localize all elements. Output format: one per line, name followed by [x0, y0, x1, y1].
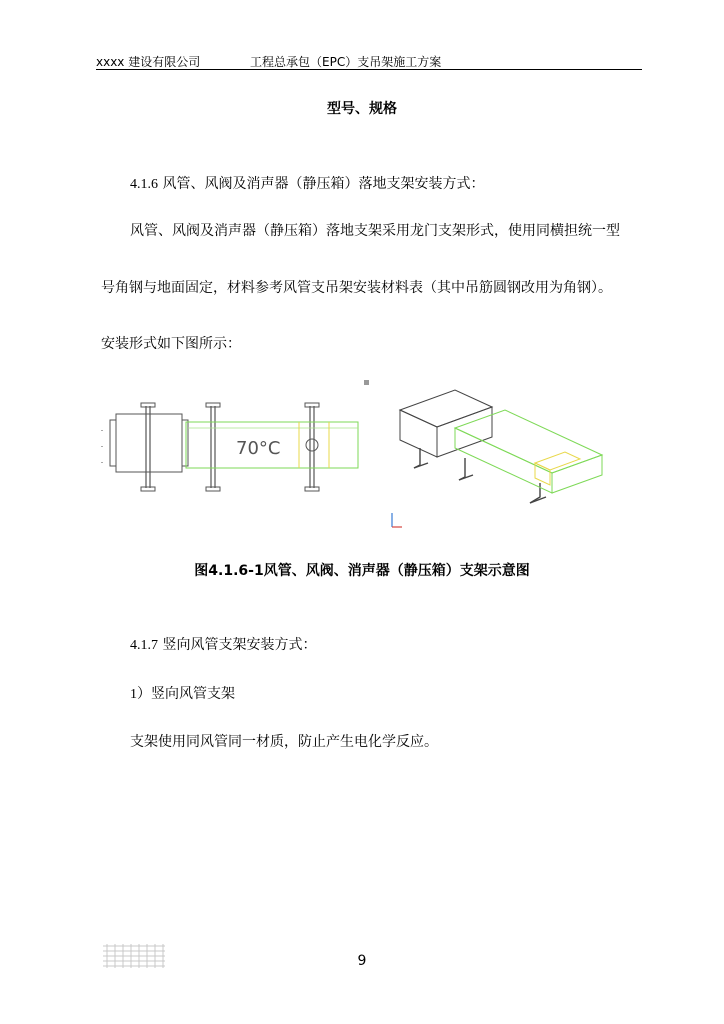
- damper-frame-top: [535, 452, 580, 470]
- duct-elevation-drawing: [96, 398, 366, 498]
- silencer-front: [400, 410, 437, 457]
- paragraph-line-1: 风管、风阀及消声器（静压箱）落地支架采用龙门支架形式，使用同横担统一型: [130, 223, 620, 239]
- silencer-body: [116, 414, 182, 472]
- silencer-flange-left: [110, 420, 116, 466]
- header-rule: [96, 69, 642, 70]
- list-item-text: ）竖向风管支架: [137, 686, 235, 702]
- paragraph-line-2: 号角钢与地面固定，材料参考风管支吊架安装材料表（其中吊筋圆钢改用为角钢）。: [101, 280, 612, 296]
- support-cap-bottom-1: [141, 487, 155, 491]
- header-project-title: 工程总承包（EPC）支吊架施工方案: [250, 55, 442, 69]
- paragraph-line-3: 安装形式如下图所示：: [101, 336, 241, 352]
- silencer-flange-right: [182, 420, 188, 466]
- heading-4-1-6: [130, 173, 484, 193]
- support-cap-top-1: [141, 403, 155, 407]
- duct-front: [455, 428, 552, 493]
- header-company: xxxx 建设有限公司: [96, 55, 201, 69]
- silencer-top: [400, 390, 492, 427]
- section-title: 型号、规格: [327, 101, 397, 117]
- duct-end: [552, 455, 602, 493]
- list-item-1: [130, 683, 235, 703]
- page-number: 9: [357, 953, 367, 969]
- fire-damper-symbol: [306, 439, 318, 451]
- heading-number: 4.1.7: [130, 638, 158, 653]
- duct-isometric-drawing: [380, 385, 610, 535]
- drawing-marker: [364, 380, 369, 385]
- figure-caption: 图4.1.6-1风管、风阀、消声器（静压箱）支架示意图: [194, 563, 530, 579]
- support-leg-2: [459, 458, 465, 480]
- heading-number: 4.1.6: [130, 177, 158, 192]
- heading-4-1-7: [130, 634, 316, 654]
- duct-temperature-label: 70°C: [236, 438, 281, 459]
- paragraph-4-1-7: 支架使用同风管同一材质，防止产生电化学反应。: [130, 734, 438, 750]
- heading-text: 风管、风阀及消声器（静压箱）落地支架安装方式：: [162, 176, 485, 192]
- list-item-number: 1: [130, 687, 137, 702]
- heading-text: 竖向风管支架安装方式：: [162, 637, 317, 653]
- support-leg-1: [414, 448, 420, 468]
- duct-top: [455, 410, 602, 473]
